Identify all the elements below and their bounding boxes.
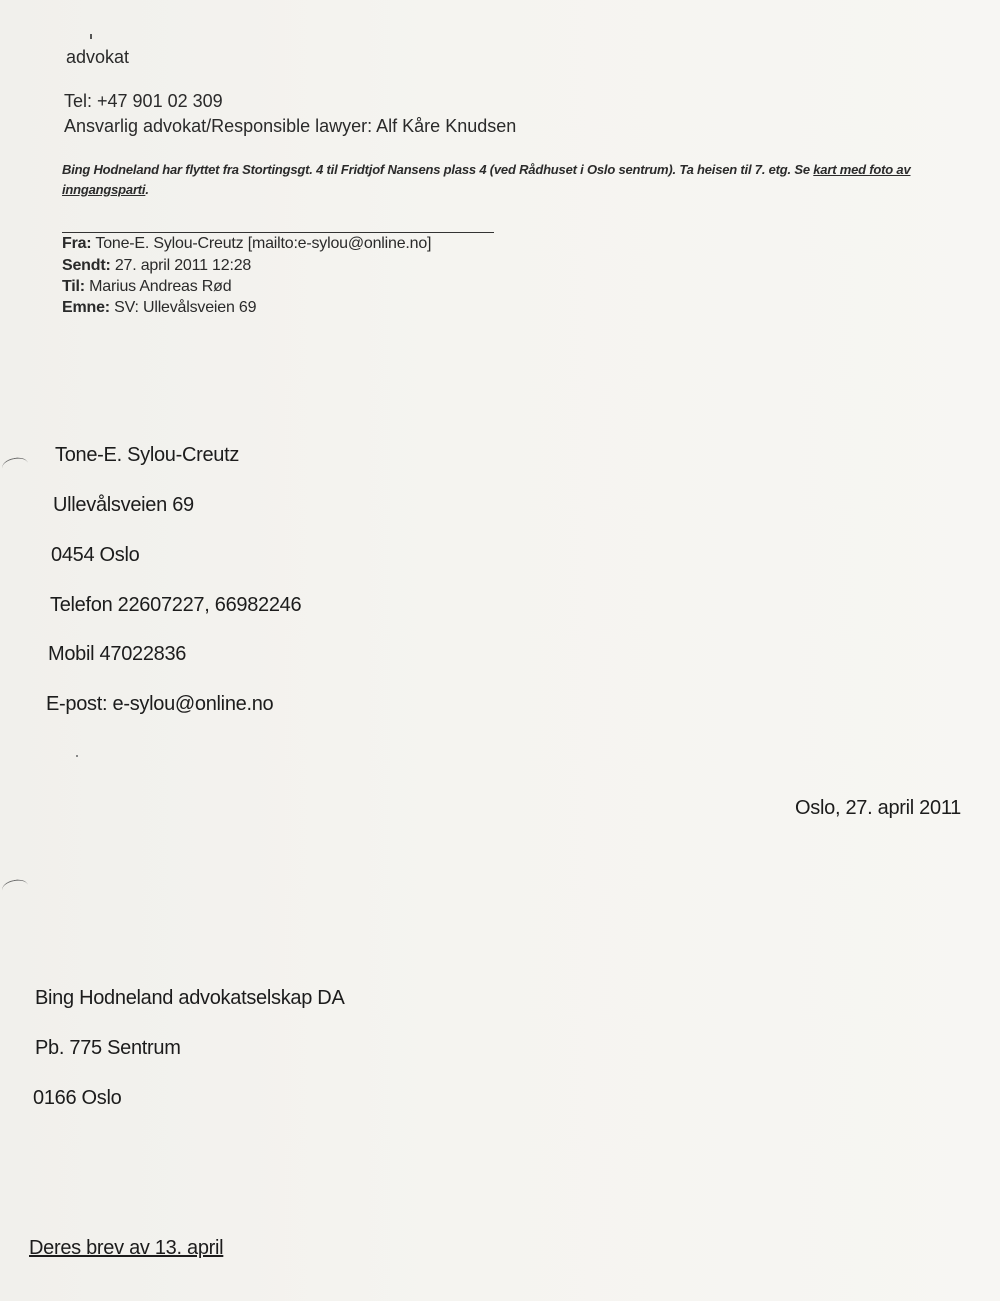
sender-email: E-post: e-sylou@online.no <box>46 693 274 715</box>
to-label: Til: <box>62 278 85 295</box>
subject-value: SV: Ullevålsveien 69 <box>114 299 257 316</box>
letter-date: Oslo, 27. april 2011 <box>795 797 961 819</box>
notice-text: Bing Hodneland har flyttet fra Stortingsgt. 4 til Fridtjof Nansens plass 4 (ved Rådhuset i Oslo sentrum). Ta heisen til 7. etg. Se <box>62 162 814 177</box>
from-label: Fra: <box>62 235 92 252</box>
email-subject <box>62 299 256 317</box>
scan-speck <box>90 34 92 39</box>
recipient-city: 0166 Oslo <box>33 1087 122 1109</box>
lawyer-telephone: Tel: +47 901 02 309 <box>64 91 223 111</box>
sender-mobile: Mobil 47022836 <box>48 643 187 665</box>
header-divider <box>62 232 494 233</box>
scan-speck <box>76 755 78 757</box>
recipient-po-box: Pb. 775 Sentrum <box>35 1037 181 1059</box>
punch-hole-mark <box>1 455 30 475</box>
email-to <box>62 278 231 296</box>
sent-label: Sendt: <box>62 257 111 274</box>
map-link[interactable]: kart med foto av inngangsparti <box>62 162 911 197</box>
email-from <box>62 235 431 253</box>
letter-reference: Deres brev av 13. april <box>29 1237 224 1259</box>
sender-city: 0454 Oslo <box>51 544 140 566</box>
sender-street: Ullevålsveien 69 <box>53 494 194 516</box>
lawyer-role: advokat <box>66 47 130 67</box>
notice-end: . <box>145 182 149 197</box>
office-move-notice <box>62 160 967 200</box>
responsible-lawyer: Ansvarlig advokat/Responsible lawyer: Alf Kåre Knudsen <box>64 116 517 136</box>
to-value: Marius Andreas Rød <box>89 278 232 295</box>
sender-name: Tone-E. Sylou-Creutz <box>55 444 240 466</box>
subject-label: Emne: <box>62 299 110 316</box>
sender-phone: Telefon 22607227, 66982246 <box>50 594 302 616</box>
from-value: Tone-E. Sylou-Creutz [mailto:e-sylou@online.no] <box>95 235 432 252</box>
sent-value: 27. april 2011 12:28 <box>114 257 252 274</box>
punch-hole-mark <box>1 877 30 897</box>
email-sent <box>62 257 251 275</box>
recipient-name: Bing Hodneland advokatselskap DA <box>35 987 345 1009</box>
